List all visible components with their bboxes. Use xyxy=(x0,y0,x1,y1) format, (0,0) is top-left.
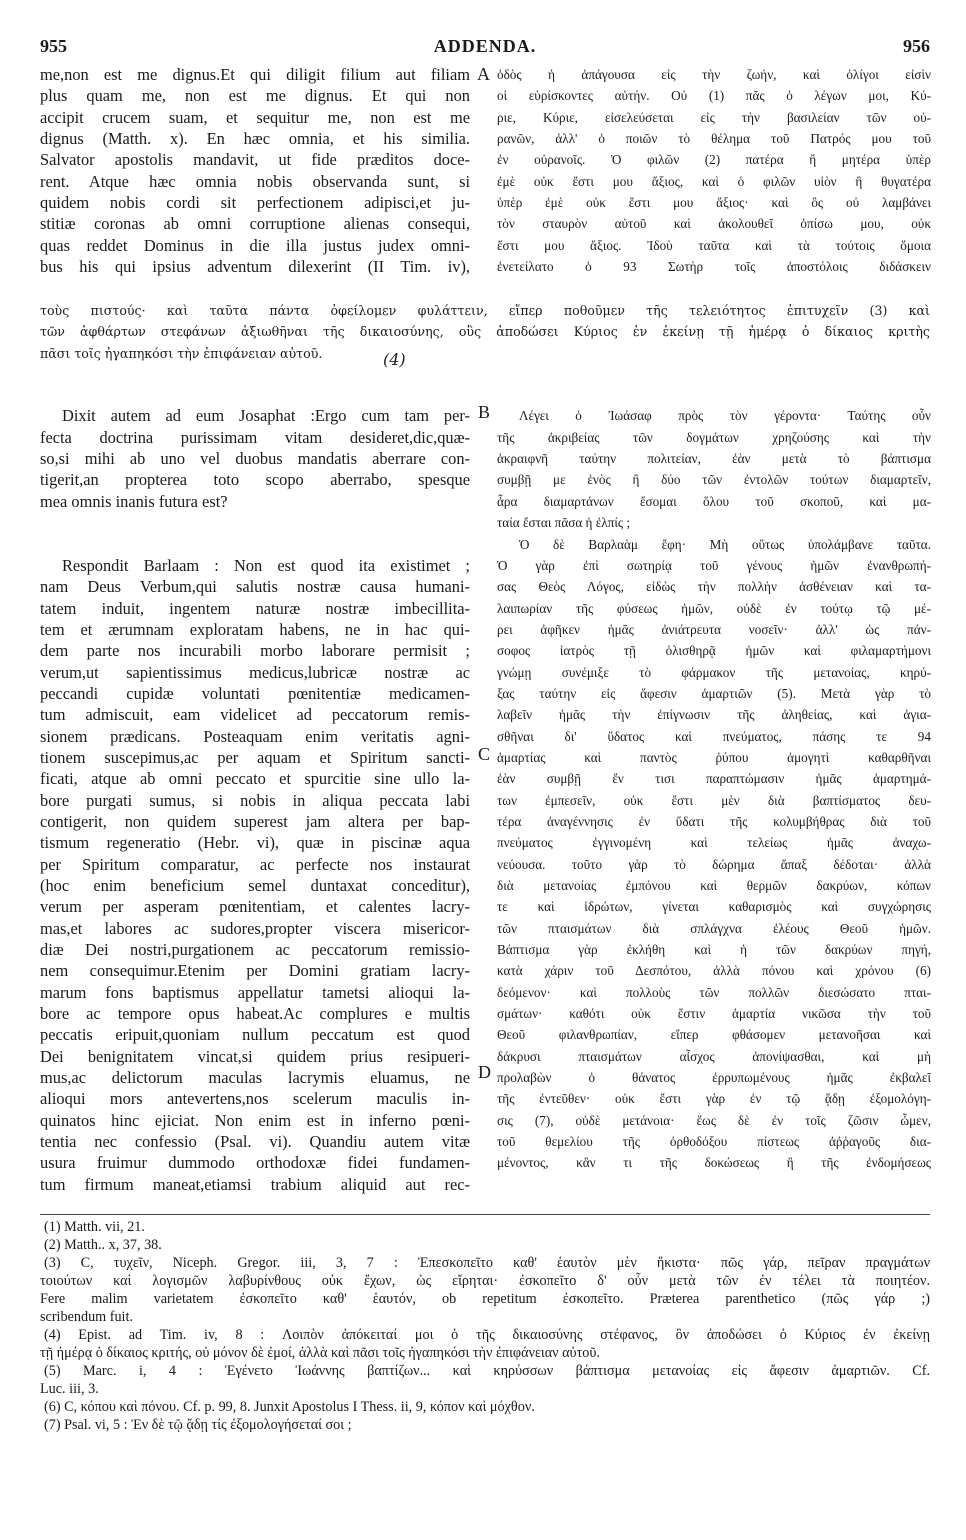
text-line: τῶν πταισμάτων διὰ σπλάγχνα ἐλέους Θεοῦ ἡμῶν. xyxy=(497,920,931,936)
text-line: dignus (Matth. x). En hæc omnia, et his similia. xyxy=(40,129,470,149)
text-line: diæ Dei nostri,purgationem ac peccatorum remissio- xyxy=(40,940,470,960)
text-line: fecta doctrina purissimam vitam desideret,dic,quæ- xyxy=(40,427,470,447)
text-line: per Spiritum comparatur, ac perfecte nos instaurat xyxy=(40,854,470,874)
text-line: σις (7), οὐδὲ μετάνοια· ἕως δὲ ἐν τοῖς ζῶσιν ὦμεν, xyxy=(497,1112,931,1128)
text-line: Dei benignitatem vincat,si quidem prius resipueri- xyxy=(40,1046,470,1066)
footnote-line: (1) Matth. vii, 21. xyxy=(44,1219,145,1235)
text-line: σθῆναι δι' ὕδατος καὶ πνεύματος, πάσης τε 94 xyxy=(497,728,931,744)
section-marker-d: D xyxy=(478,1062,491,1082)
text-line: τῆς ἐντεῦθεν· οὐκ ἔστι γὰρ ἐν τῷ ᾅδῃ ἐξομολόγη- xyxy=(497,1091,931,1107)
text-line: πᾶσι τοῖς ἠγαπηκόσι τὴν ἐπιφάνειαν αὐτοῦ. xyxy=(40,345,323,361)
text-line: tismum regeneratio (Hebr. vi), quæ in piscinæ aqua xyxy=(40,833,470,853)
latin-paragraph-3 xyxy=(40,555,470,1195)
text-line: Λέγει ὁ Ἰωάσαφ πρὸς τὸν γέροντα· Ταύτης οὖν xyxy=(519,408,931,424)
footnote-line: scribendum fuit. xyxy=(40,1309,133,1325)
text-line: τῆς ἀκριβείας τῶν δογμάτων χρηζούσης καὶ τὴν xyxy=(497,429,931,445)
text-line: rent. Atque hæc omnia nobis observanda sunt, si xyxy=(40,171,470,191)
text-line: ὑπὲρ ἐμὲ οὐκ ἔστι μου ἄξιος· καὶ ὃς οὐ λαμβάνει xyxy=(497,195,931,211)
footnote-line: τῇ ἡμέρᾳ ὁ δίκαιος κριτής, οὐ μόνον δὲ ἐμοί, ἀλλὰ καὶ πᾶσι τοῖς ἠγαπηκόσι τὴν ἐπιφάνειαν αὐτοῦ. xyxy=(40,1345,600,1361)
text-line: verum,ut sapientissimus medicus,lubricæ nostræ ac xyxy=(40,662,470,682)
text-line: κατὰ χάριν τοῦ Δεσπότου, ἀλλὰ πόνου καὶ χρόνου (6) xyxy=(497,963,931,979)
footnote-line: (6) C, κόπου καὶ πόνου. Cf. p. 99, 8. Junxit Apostolus I Thess. ii, 9, κόπον καὶ μόχθον. xyxy=(44,1399,535,1415)
footnote-line: (3) C, τυχεῖν, Niceph. Gregor. iii, 3, 7 : Ἐπεσκοπεῖτο καθ' ἑαυτὸν μὲν ἥκιστα· πῶς γάρ, πεῖραν πραγμάτων xyxy=(44,1255,930,1271)
text-line: quidem nobis cordi sit perfectionem adipisci,et ju- xyxy=(40,193,470,213)
text-line: stitiæ coronas ab omni corruptione alienas consequi, xyxy=(40,214,470,234)
text-line: ξας ταύτην εἰς ἄφεσιν ἁμαρτιῶν (5). Μετὰ γὰρ τὸ xyxy=(497,685,931,701)
text-line: peccatis eripuit,quoniam nullum peccatum est quod xyxy=(40,1025,470,1045)
section-marker-c: C xyxy=(478,744,491,764)
text-line: peccandi cupidæ voluntati pœnitentiæ medicamen- xyxy=(40,683,470,703)
text-line: γνώμῃ συνέμιξε τὸ φάρμακον τῆς μετανοίας, κηρύ- xyxy=(497,664,931,680)
footnote-line: (5) Marc. i, 4 : Ἐγένετο Ἰωάννης βαπτίζων... καὶ κηρύσσων βάπτισμα μετανοίας εἰς ἄφεσιν ἁμαρτιῶν. Cf. xyxy=(44,1363,930,1379)
text-line: tatem induit, ingentem naturæ nostræ imbecillita- xyxy=(40,598,470,618)
text-line: tionem suscepimus,ac per aquam et Spiritum sancti- xyxy=(40,747,470,767)
text-line: usura fruimur dummodo orthodoxæ fidei fundamen- xyxy=(40,1153,470,1173)
text-line: ἔστι μου ἄξιος. Ἰδοὺ ταῦτα καὶ τὰ τούτοις ὅμοια xyxy=(497,237,931,253)
text-line: ριε, Κύριε, εἰσελεύσεται εἰς τὴν βασιλείαν τῶν οὐ- xyxy=(497,109,931,125)
text-line: τοῦ θεμελίου τῆς ὀρθοδόξου πίστεως ἀῤῥαγοῦς δια- xyxy=(497,1134,931,1150)
footnote-line: τοιούτων καὶ λογισμῶν λαβυρίνθους οὐκ ἔχων, ὡς εἴρηται· ἐσκοπεῖτο δ' οὖν μετὰ τῶν ἐν τέλει τὰ ποιητέον. xyxy=(40,1273,930,1289)
text-line: so,si mihi ab uno vel duobus mandatis aberrare con- xyxy=(40,449,470,469)
greek-paragraph-2 xyxy=(497,405,931,533)
wide-greek-passage xyxy=(40,300,930,364)
footnote xyxy=(40,1236,930,1254)
text-line: ρανῶν, ἀλλ' ὁ ποιῶν τὸ θέλημα τοῦ Πατρός μου τοῦ xyxy=(497,131,931,147)
footnote xyxy=(40,1218,930,1236)
text-line: προλαβὼν ὁ θάνατος ἐρρυπωμένους ἡμᾶς ἐκβαλεῖ xyxy=(497,1070,931,1086)
text-line: tigerit,an propterea toto scopo aberrabo, spesque xyxy=(40,470,470,490)
section-marker-a: A xyxy=(477,64,490,84)
text-line: λαβεῖν ἡμᾶς τὴν ἐπίγνωσιν τῆς ἀληθείας, καὶ ἁγια- xyxy=(497,707,931,723)
text-line: τοὺς πιστούς· καὶ ταῦτα πάντα ὀφείλομεν φυλάττειν, εἴπερ ποθοῦμεν τῆς τελειότητος ἐπιτυχεῖν (3) καὶ xyxy=(40,303,930,318)
text-line: mea omnis inanis futura est? xyxy=(40,491,228,511)
latin-column xyxy=(40,64,470,1195)
text-line: sionem prædicans. Posteaquam enim veritatis agni- xyxy=(40,726,470,746)
text-line: μένοντος, κἂν τι τῆς δοκώσεως ἢ τῆς ἐνδομήσεως xyxy=(497,1155,931,1171)
footnote xyxy=(40,1326,930,1362)
text-line: ρει ἀφῆκεν ἡμᾶς ἀνιάτρευτα νοσεῖν· ἀλλ' ὡς πάν- xyxy=(497,621,931,637)
text-line: Dixit autem ad eum Josaphat :Ergo cum tam per- xyxy=(62,406,470,426)
text-line: mas,et labores ac sudores,propter viscera misericor- xyxy=(40,918,470,938)
text-line: διὰ μετανοίας ἐμπόνου καὶ θερμῶν δακρύων, κόπων xyxy=(497,878,931,893)
text-line: bus his qui ipsius adventum dilexerint (II Tim. iv), xyxy=(40,257,470,277)
text-line: quas reddet Dominus in die illa justus judex omni- xyxy=(40,235,470,255)
text-line: τῶν ἀφθάρτων στεφάνων ἀξιωθῆναι τῆς δικαιοσύνης, οὓς ἀποδώσει Κύριος ἐν ἐκείνῃ τῇ ἡμέρᾳ ὁ δίκαιος κριτὴς xyxy=(40,324,930,340)
text-line: Respondit Barlaam : Non est quod ita existimet ; xyxy=(62,555,470,575)
text-line: Βάπτισμα γὰρ ἐκλήθη καὶ ἡ τῶν δακρύων πηγή, xyxy=(497,942,931,958)
text-line: ταία ἔσται πᾶσα ἡ ἐλπίς ; xyxy=(497,515,631,531)
footnote xyxy=(40,1254,930,1326)
text-line: σας Θεὸς Λόγος, εἰδὼς τὴν πολλὴν ἀσθένειαν καὶ τα- xyxy=(497,579,931,595)
footnote xyxy=(40,1362,930,1398)
text-line: verum per asperam pœnitentiam, et calentes lacry- xyxy=(40,897,470,917)
footnote-line: Fere malim varietatem ἐσκοπεῖτο καθ' ἑαυτόν, ob repetitum ἐσκοπεῖτο. Præterea parenthetico (πῶς γάρ ;) xyxy=(40,1291,930,1307)
text-line: nam Deus Verbum,qui salutis nostræ causa humani- xyxy=(40,577,470,597)
text-line: quinatos hinc ejiciat. Non enim est in inferno pœni- xyxy=(40,1110,470,1130)
text-line: ἁμαρτίας καὶ παντὸς ῥύπου ἀμογητὶ καθαρθῆναι xyxy=(497,749,931,765)
text-line: συμβῇ με ἑνὸς ἢ δύο τῶν ἐντολῶν τούτων διαμαρτεῖν, xyxy=(497,472,931,488)
text-line: me,non est me dignus.Et qui diligit filium aut filiam xyxy=(40,65,470,84)
text-line: δάκρυσι πταισμάτων αἶσχος ἀπονίψασθαι, καὶ μὴ xyxy=(497,1048,931,1064)
text-line: tum firmum maneat,etiamsi trabium aliquid aut rec- xyxy=(40,1174,470,1194)
footnote-line: (2) Matth.. x, 37, 38. xyxy=(44,1237,162,1253)
text-line: των ἐμπεσεῖν, οὐκ ἔστι μὲν διὰ βαπτίσματος δευ- xyxy=(497,792,931,808)
spacer xyxy=(40,534,470,555)
footnote xyxy=(40,1416,930,1434)
text-line: λαιπωρίαν τῆς φύσεως ἡμῶν, οὐδὲ ἐν τούτῳ τῷ μέ- xyxy=(497,600,931,616)
latin-paragraph-1 xyxy=(40,64,470,277)
greek-paragraph-1 xyxy=(497,64,931,277)
text-line: alioqui mors antevertens,nos scelerum maculis in- xyxy=(40,1089,470,1109)
text-line: ἀκραιφνῆ ταύτην πολιτείαν, ἐὰν μετὰ τὸ βάπτισμα xyxy=(497,451,931,467)
text-line: τὸν σταυρὸν αὐτοῦ καὶ ἀκολουθεῖ ὀπίσω μου, οὐκ xyxy=(497,216,931,232)
text-line: τέρα ἀναγέννησις ἐν ὕδατι τῆς κολυμβήθρας διὰ τοῦ xyxy=(497,813,931,829)
text-line: mus,ac delictorum maculas lacrymis eluamus, ne xyxy=(40,1068,470,1088)
text-line: νεύουσα. τοῦτο γὰρ τὸ δώρημα ἅπαξ δέδοται· ἀλλὰ xyxy=(497,856,931,872)
text-line: ἐμὲ οὐκ ἔστι μου ἄξιος, καὶ ὁ φιλῶν υἱὸν ἢ θυγατέρα xyxy=(497,173,931,189)
text-line: plus quam me, non est me dignus. Et qui non xyxy=(40,86,470,106)
running-title: ADDENDA. xyxy=(433,36,537,56)
text-line: nem consequimur.Etenim per Domini gratiam lacry- xyxy=(40,961,470,981)
spacer xyxy=(40,512,470,533)
handwritten-note: (4) xyxy=(383,350,406,369)
footnote-line: (7) Psal. vi, 5 : Ἐν δὲ τῷ ᾅδῃ τίς ἐξομολογήσεταί σοι ; xyxy=(44,1417,352,1433)
text-line: ὁδὸς ἡ ἀπάγουσα εἰς τὴν ζωήν, καὶ ὀλίγοι εἰσὶν xyxy=(497,67,931,82)
text-line: dem parte nos incurabili morbo laborare permisit ; xyxy=(40,641,470,661)
text-line: ἆρα διαμαρτάνων ἔσομαι ὅλου τοῦ σκοποῦ, καὶ μα- xyxy=(497,493,931,509)
greek-paragraph-3 xyxy=(497,534,931,1174)
text-line: οἱ εὑρίσκοντες αὐτήν. Οὐ (1) πᾶς ὁ λέγων μοι, Κύ- xyxy=(497,88,931,104)
text-line: ἐνετείλατο ὁ 93 Σωτὴρ τοῖς ἀποστόλοις διδάσκειν xyxy=(497,259,931,275)
text-line: Salvator apostolis mandavit, ut fide præditos doce- xyxy=(40,150,470,170)
text-line: (hoc enim beneficium semel duntaxat conceditur), xyxy=(40,876,470,895)
text-line: πνεύματος ἐγγινομένη καὶ τελείως ἡμᾶς ἀναχω- xyxy=(497,835,931,851)
text-line: Ὁ γὰρ ἐπὶ σωτηρίᾳ τοῦ γένους ἡμῶν ἐνανθρωπή- xyxy=(497,557,931,573)
footnote xyxy=(40,1398,930,1416)
greek-column xyxy=(497,64,931,1174)
section-marker-b: B xyxy=(478,402,491,422)
text-line: σμάτων· καθότι οὐκ ἔστιν ἁμαρτία νικῶσα τὴν τοῦ xyxy=(497,1006,931,1022)
page-header xyxy=(40,36,930,58)
text-line: ἐν οὐρανοῖς. Ὁ φιλῶν (2) πατέρα ἢ μητέρα ὑπὲρ xyxy=(497,152,931,168)
text-line: ἐὰν συμβῇ ἔν τισι παραπτώμασιν ἡμᾶς ἁμαρτημά- xyxy=(497,771,931,787)
text-line: bore ac tempore opus habeat.Ac complures e multis xyxy=(40,1004,470,1024)
page-number-right: 956 xyxy=(903,36,930,56)
text-line: tum admiscuit, eam videlicet ad peccatorum remis- xyxy=(40,705,470,725)
text-line: marum fons baptismus appellatur tametsi alioqui la- xyxy=(40,982,470,1002)
text-line: accipit crucem suam, et sequitur me, non est me xyxy=(40,107,470,127)
text-line: bore purgati sumus, si nobis in aliqua peccata labi xyxy=(40,790,470,810)
text-line: contigerit, non quidem superest jam altera per bap- xyxy=(40,811,470,831)
page-number-left: 955 xyxy=(40,36,67,56)
latin-paragraph-2 xyxy=(40,405,470,512)
text-line: tem et ærumnam exploratam habens, ne in hac qui- xyxy=(40,619,470,639)
text-line: δεόμενον· καὶ πολλοὺς τῶν πολλῶν διεσώσατο πται- xyxy=(497,984,931,1000)
text-line: Ὁ δὲ Βαρλαὰμ ἔφη· Μὴ οὕτως ὑπολάμβανε ταῦτα. xyxy=(519,536,931,552)
footnote-line: (4) Epist. ad Tim. iv, 8 : Λοιπὸν ἀπόκειταί μοι ὁ τῆς δικαιοσύνης στέφανος, ὃν ἀποδώσει ὁ Κύριος ἐν ἐκείνῃ xyxy=(44,1327,930,1343)
text-line: tentia nec confessio (Psal. vi). Quandiu autem vitæ xyxy=(40,1132,470,1152)
footnote-divider xyxy=(40,1214,930,1215)
text-line: σοφος ἰατρὸς τῇ ὀλισθηρᾷ ἡμῶν καὶ φιλαμαρτήμονι xyxy=(497,643,931,659)
footnote-line: Luc. iii, 3. xyxy=(40,1381,99,1397)
text-line: τε καὶ ἱδρώτων, γίνεται καθαρισμὸς καὶ συγχώρησις xyxy=(497,899,931,915)
text-line: Θεοῦ φιλανθρωπίαν, εἴπερ φθάσομεν μετανοῆσαι καὶ xyxy=(497,1027,931,1043)
text-line: ficati, atque ab omni peccato et spurcitie sine ullo la- xyxy=(40,769,470,789)
footnotes xyxy=(40,1218,930,1434)
